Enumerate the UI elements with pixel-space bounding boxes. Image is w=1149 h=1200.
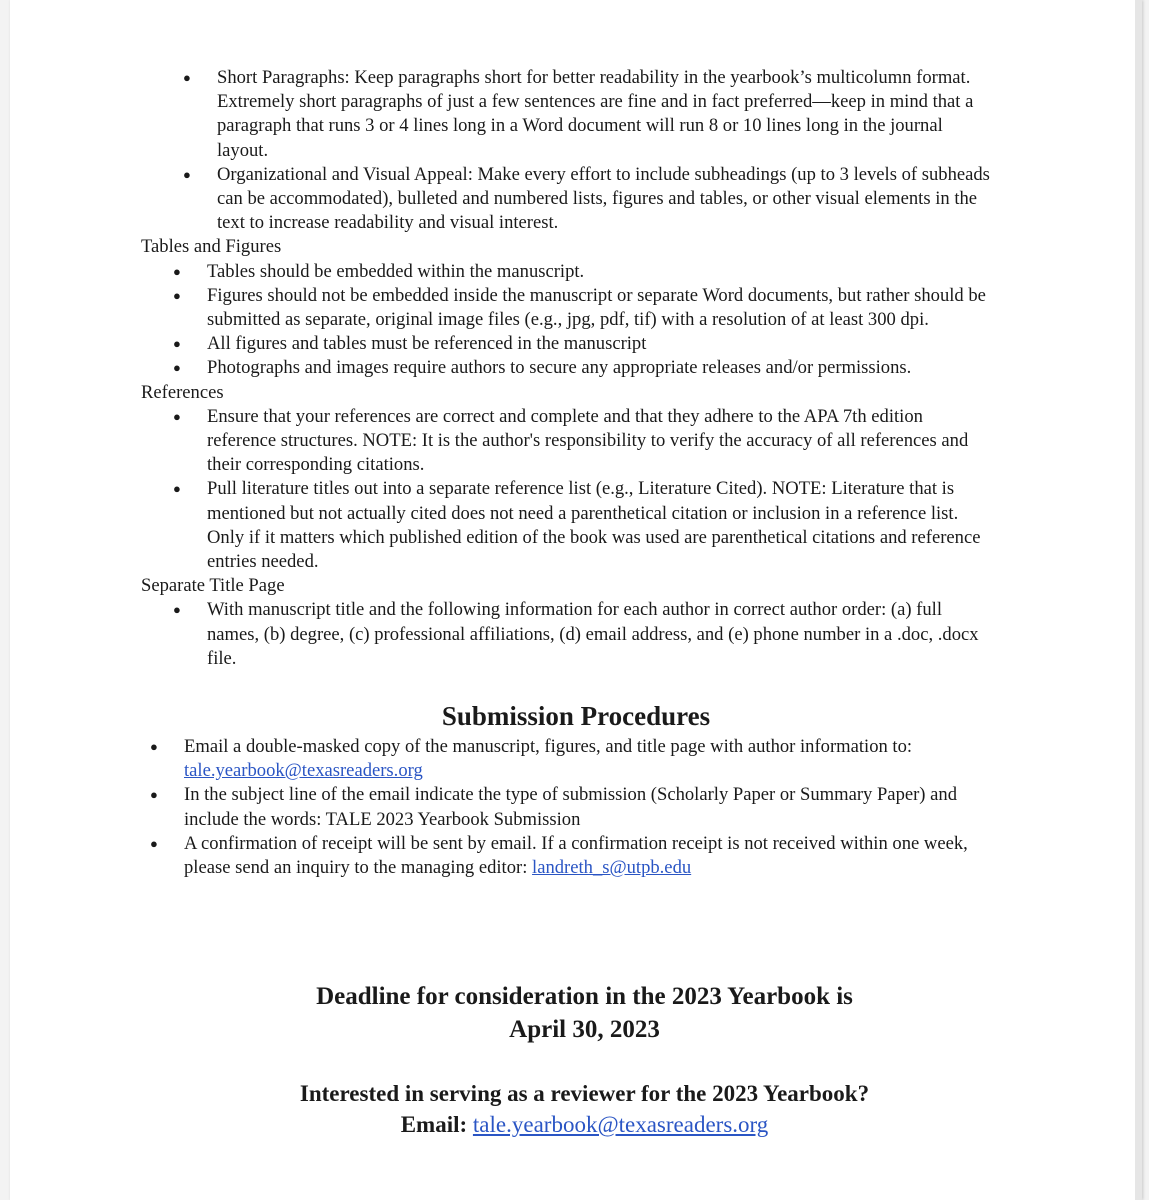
- section-heading: References: [141, 381, 224, 403]
- reviewer-callout: [10, 1078, 1149, 1140]
- deadline-line-1: Deadline for consideration in the 2023 Yearbook is: [316, 983, 853, 1010]
- list-item: ● Tables should be embedded within the manuscript.: [141, 260, 991, 284]
- list-item: ● Ensure that your references are correct and complete and that they adhere to the APA 7th edition reference structures. NOTE: It is the author's responsibility to verify the accuracy of all references and their corresponding citations.: [141, 405, 991, 478]
- email-link[interactable]: tale.yearbook@texasreaders.org: [184, 760, 423, 782]
- reviewer-question: Interested in serving as a reviewer for the 2023 Yearbook?: [299, 1081, 870, 1106]
- list-item: [141, 832, 991, 880]
- list-item: ● Organizational and Visual Appeal: Make every effort to include subheadings (up to 3 levels of subheads can be accommodated), bulleted and numbered lists, figures and tables, or other visual elements in the text to increase readability and visual interest.: [141, 163, 991, 236]
- email-label: Email:: [400, 1112, 473, 1137]
- list-item: ● In the subject line of the email indicate the type of submission (Scholarly Paper or Summary Paper) and include the words: TALE 2023 Yearbook Submission: [141, 783, 991, 831]
- list-item: ● With manuscript title and the following information for each author in correct author order: (a) full names, (b) degree, (c) professional affiliations, (d) email address, and (e) phone number in a .doc, .docx file.: [141, 598, 991, 671]
- document-page: [10, 0, 1142, 1200]
- section-title-page: [141, 574, 991, 671]
- item-text: Email a double-masked copy of the manuscript, figures, and title page with author information to:: [184, 736, 913, 758]
- section-tables-figures: [141, 235, 991, 380]
- reviewer-email-line: [10, 1109, 1149, 1140]
- section-heading: Tables and Figures: [141, 236, 282, 258]
- section-references: [141, 381, 991, 575]
- item-text: A confirmation of receipt will be sent by email. If a confirmation receipt is not received within one week, please send an inquiry to the managing editor:: [184, 832, 968, 879]
- list-item: ● Figures should not be embedded inside the manuscript or separate Word documents, but rather should be submitted as separate, original image files (e.g., jpg, pdf, tif) with a resolution of at least 300 dpi.: [141, 284, 991, 332]
- list-item: ● Short Paragraphs: Keep paragraphs short for better readability in the yearbook’s multicolumn format. Extremely short paragraphs of just a few sentences are fine and in fact preferred—keep in mind that a paragraph that runs 3 or 4 lines long in a Word document will run 8 or 10 lines long in the journal layout.: [141, 66, 991, 163]
- document-body: [141, 66, 991, 880]
- list-item: ● Photographs and images require authors to secure any appropriate releases and/or permissions.: [141, 356, 991, 380]
- list-item: ● All figures and tables must be referenced in the manuscript: [141, 332, 991, 356]
- managing-editor-email-link[interactable]: landreth_s@utpb.edu: [532, 857, 692, 879]
- submission-procedures: [141, 701, 991, 880]
- formatting-bullets: [141, 66, 991, 235]
- submission-title: Submission Procedures: [441, 701, 711, 732]
- list-item: ● Pull literature titles out into a separate reference list (e.g., Literature Cited). NOTE: Literature that is mentioned but not actually cited does not need a parenthetical citation or inclusion in a reference list. Only if it matters which published edition of the book was used are parenthetical citations and reference entries needed.: [141, 477, 991, 574]
- deadline-notice: [10, 980, 1149, 1046]
- reviewer-email-link[interactable]: tale.yearbook@texasreaders.org: [472, 1112, 769, 1137]
- section-heading: Separate Title Page: [141, 575, 285, 597]
- list-item: [141, 735, 991, 783]
- deadline-date: April 30, 2023: [509, 1016, 660, 1043]
